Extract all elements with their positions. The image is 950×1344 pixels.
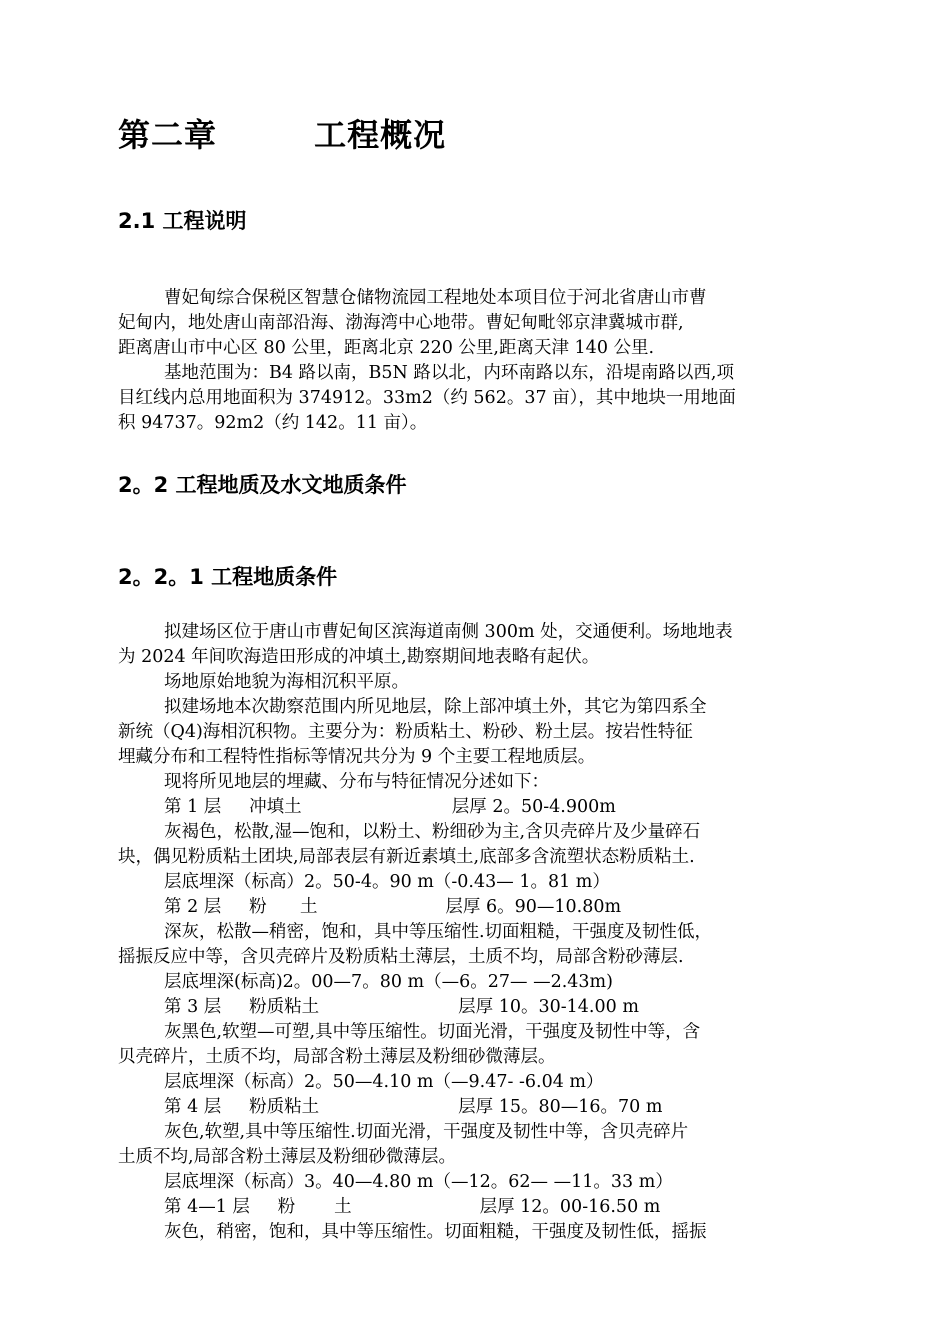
layer-row: 第 4 层 粉质粘土 层厚 15。80—16。70 m <box>164 1097 663 1117</box>
text-line: 层底埋深(标高)2。00—7。80 m（—6。27— —2.43m) <box>164 972 613 992</box>
layer-row: 第 3 层 粉质粘土 层厚 10。30-14.00 m <box>164 997 639 1017</box>
text-line: 灰色，稍密，饱和，具中等压缩性。切面粗糙，干强度及韧性低，摇振 <box>164 1222 707 1242</box>
text-line: 灰色,软塑,具中等压缩性.切面光滑，干强度及韧性中等，含贝壳碎片 <box>164 1122 689 1142</box>
text-line: 层底埋深（标高）2。50—4.10 m（—9.47- -6.04 m） <box>164 1072 604 1092</box>
text-line: 灰黑色,软塑—可塑,具中等压缩性。切面光滑，干强度及韧性中等，含 <box>164 1022 701 1042</box>
section-2-2-1-body <box>118 620 878 1245</box>
text-line: 贝壳碎片，土质不均，局部含粉土薄层及粉细砂微薄层。 <box>118 1047 556 1067</box>
layer-row: 第 2 层 粉 土 层厚 6。90—10.80m <box>164 897 622 917</box>
section-2-2-heading: 2。2 工程地质及水文地质条件 <box>118 473 407 497</box>
section-2-1-heading: 2.1 工程说明 <box>118 209 247 233</box>
layer-row: 第 1 层 冲填土 层厚 2。50-4.900m <box>164 797 616 817</box>
text-line: 块，偶见粉质粘土团块,局部表层有新近素填土,底部多含流塑状态粉质粘土. <box>118 847 695 867</box>
text-line: 摇振反应中等，含贝壳碎片及粉质粘土薄层，土质不均，局部含粉砂薄层. <box>118 947 684 967</box>
section-2-2-1-heading: 2。2。1 工程地质条件 <box>118 565 338 589</box>
text-line: 距离唐山市中心区 80 公里，距离北京 220 公里,距离天津 140 公里. <box>118 338 655 358</box>
text-line: 现将所见地层的埋藏、分布与特征情况分述如下： <box>164 772 549 792</box>
text-line: 层底埋深（标高）2。50-4。90 m（-0.43— 1。81 m） <box>164 872 610 892</box>
text-line: 拟建场区位于唐山市曹妃甸区滨海道南侧 300m 处，交通便利。场地地表 <box>164 622 733 642</box>
text-line: 新统（Q4)海相沉积物。主要分为：粉质粘土、粉砂、粉土层。按岩性特征 <box>118 722 693 742</box>
text-line: 基地范围为：B4 路以南，B5N 路以北，内环南路以东，沿堤南路以西,项 <box>164 363 734 383</box>
text-line: 积 94737。92m2（约 142。11 亩）。 <box>118 413 428 433</box>
text-line: 妃甸内，地处唐山南部沿海、渤海湾中心地带。曹妃甸毗邻京津冀城市群, <box>118 313 684 333</box>
text-line: 目红线内总用地面积为 374912。33m2（约 562。37 亩），其中地块一用地面 <box>118 388 736 408</box>
layer-row: 第 4—1 层 粉 土 层厚 12。00-16.50 m <box>164 1197 661 1217</box>
text-line: 埋藏分布和工程特性指标等情况共分为 9 个主要工程地质层。 <box>118 747 596 767</box>
text-line: 深灰，松散—稍密，饱和，具中等压缩性.切面粗糙，干强度及韧性低， <box>164 922 713 942</box>
text-line: 层底埋深（标高）3。40—4.80 m（—12。62— —11。33 m） <box>164 1172 673 1192</box>
text-line: 为 2024 年间吹海造田形成的冲填土,勘察期间地表略有起伏。 <box>118 647 600 667</box>
text-line: 拟建场地本次勘察范围内所见地层，除上部冲填土外，其它为第四系全 <box>164 697 707 717</box>
text-line: 土质不均,局部含粉土薄层及粉细砂微薄层。 <box>118 1147 457 1167</box>
text-line: 曹妃甸综合保税区智慧仓储物流园工程地处本项目位于河北省唐山市曹 <box>164 288 707 308</box>
chapter-title: 第二章 工程概况 <box>118 116 447 154</box>
text-line: 灰褐色，松散,湿—饱和，以粉土、粉细砂为主,含贝壳碎片及少量碎石 <box>164 822 701 842</box>
section-2-1-body <box>118 286 878 436</box>
text-line: 场地原始地貌为海相沉积平原。 <box>164 672 409 692</box>
